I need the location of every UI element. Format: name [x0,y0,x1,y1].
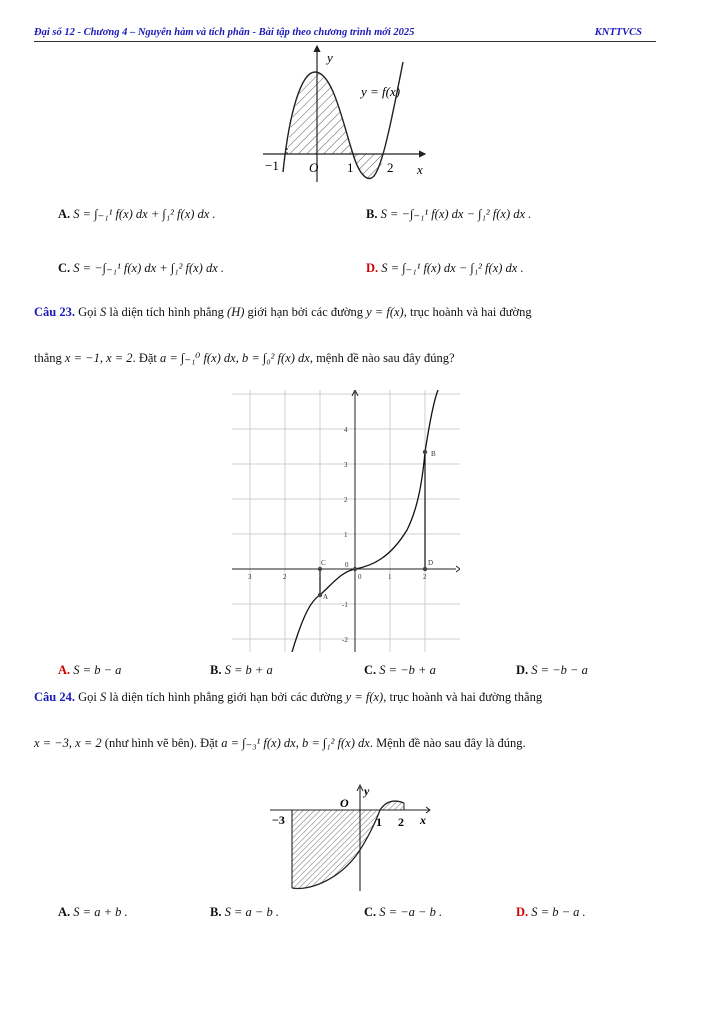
q23-xtick-1: 1 [318,573,322,581]
q24-y-label: y [364,784,370,798]
q24-tick-m3: −3 [272,813,285,827]
q22-y-label: y [327,50,333,65]
q24-line2: x = −3, x = 2 (như hình vẽ bên). Đặt a = ∫₋₃¹ f(x) dx, b = ∫₁² f(x) dx. Mệnh đề nào sau đây là đúng. [34,736,526,750]
q22-option-d[interactable]: D. S = ∫₋₁¹ f(x) dx − ∫₁² f(x) dx . [366,261,524,275]
q22-option-c[interactable]: C. S = −∫₋₁¹ f(x) dx + ∫₁² f(x) dx . [58,261,225,275]
q23-xtick-p2: 2 [423,573,427,581]
q24-option-b[interactable]: B. S = a − b . [210,905,279,919]
q24-option-c[interactable]: C. S = −a − b . [364,905,443,919]
header-right: KNTTVCS [594,27,642,38]
q22-tick-1: 1 [347,160,354,175]
q23-ytick-4: 4 [344,426,348,434]
q24-origin: O [340,796,349,810]
q23-xtick-3: 3 [248,573,252,581]
q22-curve-label: y = f(x) [361,84,401,99]
page-header [34,27,656,42]
q23-graph [232,390,460,652]
q23-ytick-m1: -1 [342,601,348,609]
q24-option-a[interactable]: A. S = a + b . [58,905,128,919]
q23-ytick-1: 1 [344,531,348,539]
q23-xtick-p1: 1 [388,573,392,581]
q24-option-d[interactable]: D. S = b − a . [516,905,586,919]
q23-point-o: 0 [345,561,349,569]
q23-point-a: A [323,593,329,601]
q24-figure [268,783,438,893]
q23-point-b: B [431,450,436,458]
q22-x-label: x [417,162,423,177]
q24-tick-1: 1 [376,815,382,829]
q24-x-label: x [420,813,426,827]
q23-line2: thẳng x = −1, x = 2. Đặt a = ∫₋₁⁰ f(x) dx, b = ∫₀² f(x) dx, mệnh đề nào sau đây đúng? [34,351,455,365]
q23-option-d[interactable]: D. S = −b − a [516,663,588,677]
q22-tick-2: 2 [387,160,394,175]
q23-option-a[interactable]: A. S = b − a [58,663,122,677]
q22-figure [255,44,435,184]
q22-tick-m1: −1 [265,158,279,173]
q23-xtick-2: 2 [283,573,287,581]
q23-option-c[interactable]: C. S = −b + a [364,663,436,677]
q22-option-b[interactable]: B. S = −∫₋₁¹ f(x) dx − ∫₁² f(x) dx . [366,207,532,221]
q23-xtick-0: 0 [358,573,362,581]
q23-ytick-3: 3 [344,461,348,469]
q23-ytick-2: 2 [344,496,348,504]
header-left: Đại số 12 - Chương 4 – Nguyên hàm và tích phân - Bài tập theo chương trình mới 2025 [34,27,415,38]
q23-point-d: D [428,559,434,567]
q22-tick-origin: O [309,160,319,175]
q23-ytick-m2: -2 [342,636,348,644]
q23-option-b[interactable]: B. S = b + a [210,663,273,677]
q23-line1: Câu 23. Gọi S là diện tích hình phẳng (H) giới hạn bởi các đường y = f(x), trục hoành và hai đường [34,305,532,319]
q24-tick-2: 2 [398,815,404,829]
q22-option-a[interactable]: A. S = ∫₋₁¹ f(x) dx + ∫₁² f(x) dx . [58,207,216,221]
q23-point-c: C [321,559,326,567]
q24-line1: Câu 24. Gọi S là diện tích hình phẳng giới hạn bởi các đường y = f(x), trục hoành và hai đường thẳng [34,690,543,704]
